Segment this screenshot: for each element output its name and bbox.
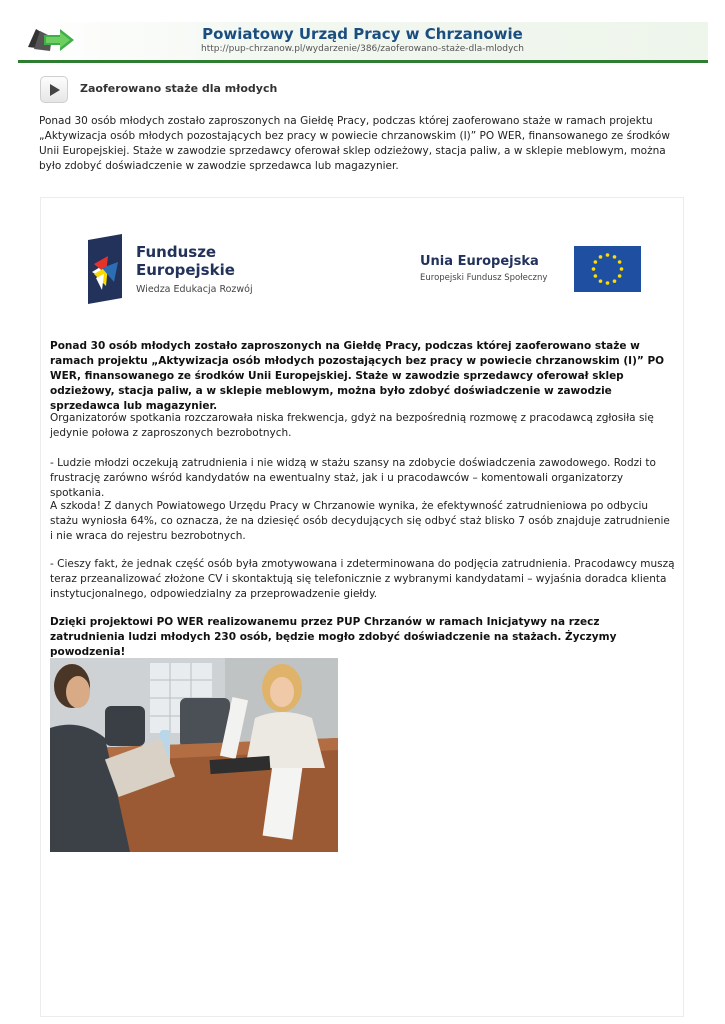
article-arrow-button[interactable] — [40, 76, 68, 103]
content-paragraph-1: Ponad 30 osób młodych zostało zaproszonych na Giełdę Pracy, podczas której zaoferowano staże w ramach projektu „Aktywizacja osób młodych pozostających bez pracy w powiecie chrzanowskim (I)” PO WER, finansowanego ze środków Unii Europejskiej. Staże w zawodzie sprzedawcy oferował sklep odzieżowy, stacja paliw, a w sklepie meblowym, można było zdobyć doświadczenie w zawodzie sprzedawca lub magazynier. — [50, 340, 665, 412]
eu-flag-icon — [574, 246, 641, 292]
eu-star-icon — [594, 260, 598, 264]
eu-star-icon — [618, 274, 622, 278]
play-arrow-icon — [49, 83, 61, 97]
ue-logo-line1: Unia Europejska — [420, 254, 539, 269]
eu-star-icon — [613, 255, 617, 259]
content-paragraph-3: - Ludzie młodzi oczekują zatrudnienia i nie widzą w stażu szansy na zdobycie doświadczenia zawodowego. Rodzi to frustrację zarówno wśród kandydatów na ewentualny staż, jak i u pracodawców – komentowali organizatorzy spotkania. — [50, 457, 656, 499]
fe-logo-line2: Europejskie — [136, 261, 235, 279]
header-divider — [18, 60, 708, 63]
eu-star-icon — [592, 267, 596, 271]
eu-star-icon — [613, 279, 617, 283]
eu-star-icon — [599, 255, 603, 259]
eu-star-icon — [594, 274, 598, 278]
site-title[interactable]: Powiatowy Urząd Pracy w Chrzanowie — [202, 25, 523, 43]
eu-star-icon — [606, 281, 610, 285]
content-paragraph-2: Organizatorów spotkania rozczarowała niska frekwencja, gdyż na bezpośrednią rozmowę z pracodawcą zgłosiła się jedynie połowa z zaproszonych bezrobotnych. — [50, 412, 654, 439]
content-paragraph-5: - Cieszy fakt, że jednak część osób była zmotywowana i zdeterminowana do podjęcia zatrudnienia. Pracodawcy muszą teraz przeanalizować złożone CV i skontaktują się telefonicznie z wybranymi kandydatami – wyjaśnia doradca klienta instytucjonalnego, odpowiedzialny za przeprowadzenie giełdy. — [50, 558, 675, 600]
eu-star-icon — [606, 253, 610, 257]
article-title: Zaoferowano staże dla młodych — [80, 82, 278, 95]
job-fair-photo — [50, 658, 338, 852]
page-url[interactable]: http://pup-chrzanow.pl/wydarzenie/386/zaoferowano-staże-dla-mlodych — [201, 44, 524, 54]
content-paragraph-4: A szkoda! Z danych Powiatowego Urzędu Pracy w Chrzanowie wynika, że efektywność zatrudnieniowa po odbyciu stażu wyniosła 64%, co oznacza, że na dziesięć osób decydujących się odbyć staż blisko 7 osób znajduje zatrudnienie i nie wraca do rejestru bezrobotnych. — [50, 500, 670, 542]
eu-star-icon — [620, 267, 624, 271]
article-intro: Ponad 30 osób młodych zostało zaproszonych na Giełdę Pracy, podczas której zaoferowano staże w ramach projektu „Aktywizacja osób młodych pozostających bez pracy w powiecie chrzanowskim (I)” PO WER, finansowanego ze środków Unii Europejskiej. Staże w zawodzie sprzedawcy oferował sklep odzieżowy, stacja paliw, a w sklepie meblowym, można było zdobyć doświadczenie w zawodzie sprzedawca lub magazynier. — [39, 115, 670, 172]
ue-logo-line2: Europejski Fundusz Społeczny — [420, 273, 548, 283]
eu-star-icon — [599, 279, 603, 283]
fe-logo-line3: Wiedza Edukacja Rozwój — [136, 284, 253, 295]
article-content-box — [40, 197, 684, 1017]
fe-logo-line1: Fundusze — [136, 243, 217, 261]
content-paragraph-6: Dzięki projektowi PO WER realizowanemu przez PUP Chrzanów w ramach Inicjatywy na rzecz zatrudnienia ludzi młodych 230 osób, będzie mogło zdobyć doświadczenie na stażach. Życzymy powodzenia! — [50, 616, 617, 658]
eu-star-icon — [618, 260, 622, 264]
